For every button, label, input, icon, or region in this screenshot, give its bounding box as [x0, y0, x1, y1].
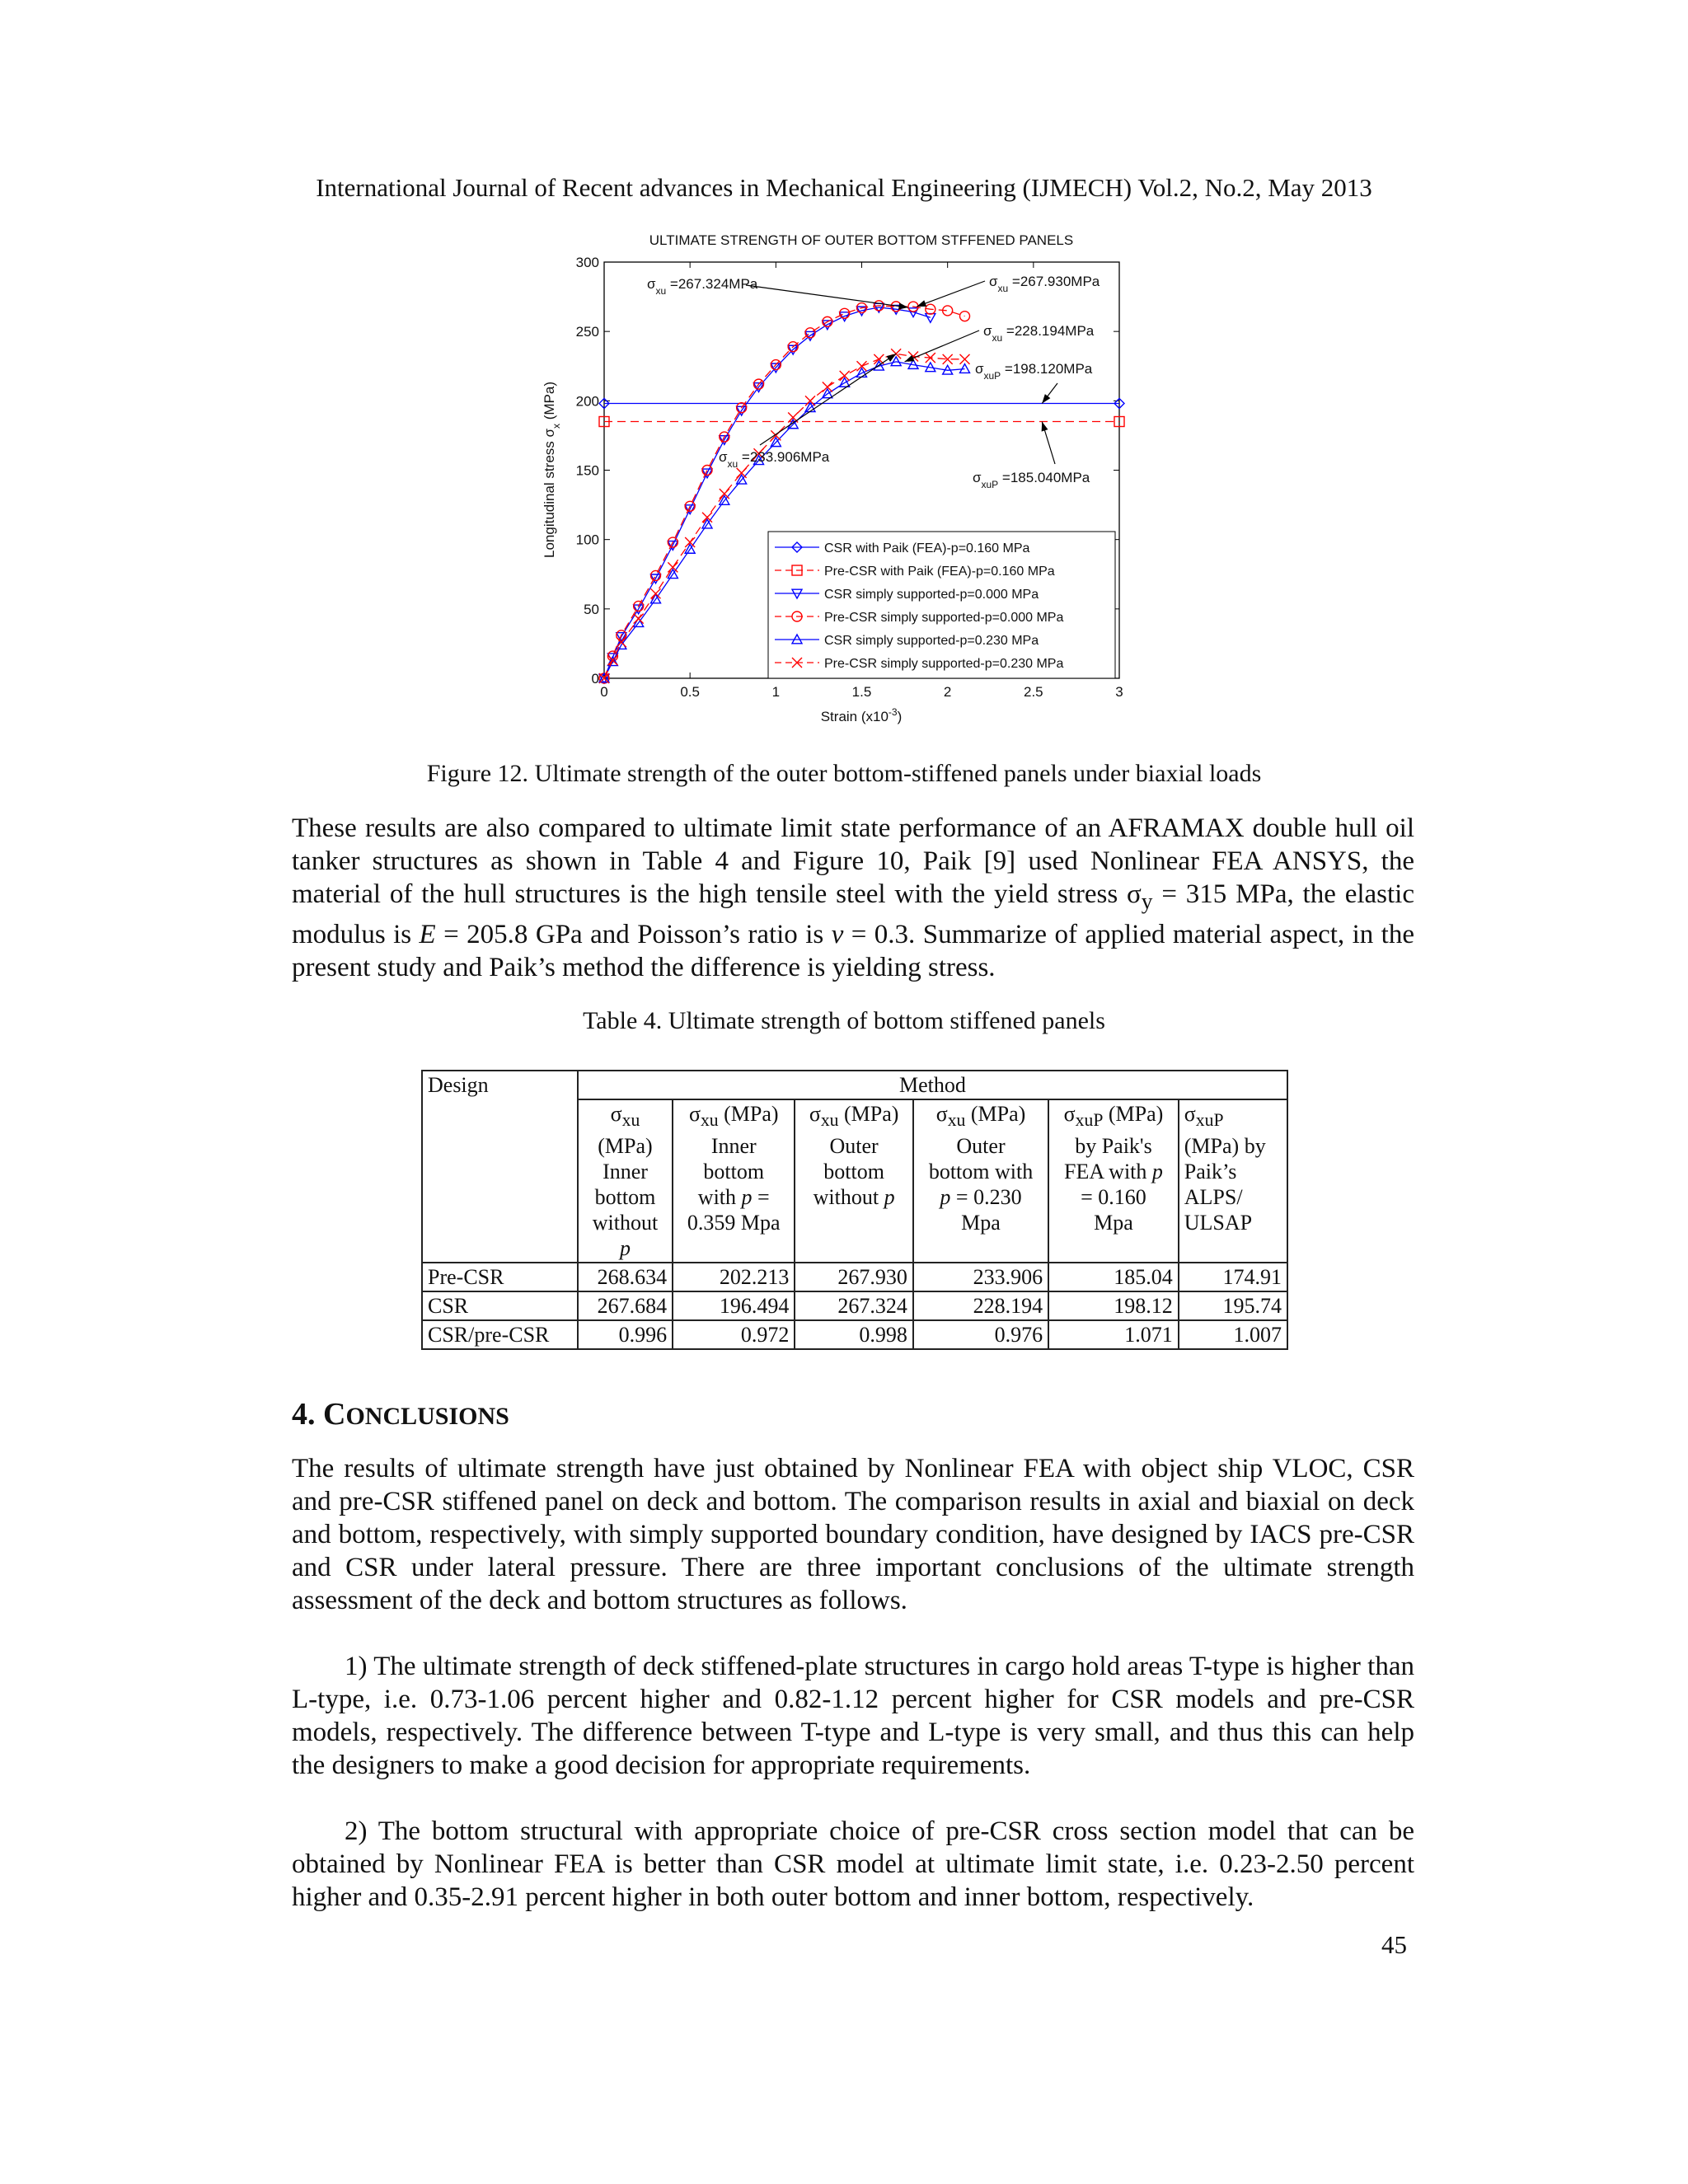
table-cell: 268.634	[578, 1263, 673, 1291]
legend-label: Pre-CSR simply supported-p=0.000 MPa	[824, 611, 1064, 625]
ultimate-strength-chart	[528, 227, 1137, 738]
paragraph-conclusions-intro: The results of ultimate strength have just obtained by Nonlinear FEA with object ship VLOC, CSR and pre-CSR stiffened panel on deck and bottom. The comparison results in axial and biaxial on deck and bottom, respectively, with simply supported boundary condition, have designed by IACS pre-CSR and CSR under lateral pressure. There are three important conclusions of the ultimate strength assessment of the deck and bottom structures as follows.	[292, 1454, 1414, 1615]
legend-label: CSR with Paik (FEA)-p=0.160 MPa	[824, 541, 1030, 555]
annotation-label: $\sigma_{xu} =228.194MPa$	[983, 323, 1095, 344]
x-tick-label: 1.5	[851, 684, 872, 700]
table-cell: 202.213	[673, 1263, 795, 1291]
page-number: 45	[1381, 1930, 1407, 1959]
subheader-inner-without-p: $\sigma_{xu}$ (MPa) Inner bottom without p	[578, 1099, 673, 1263]
legend	[768, 532, 1115, 678]
legend-label: CSR simply supported-p=0.230 MPa	[824, 634, 1039, 648]
table-cell: 196.494	[673, 1291, 795, 1320]
y-axis-label: Longitudinal stress $\sigma_x$ (MPa)	[542, 382, 562, 558]
table-cell: 267.684	[578, 1291, 673, 1320]
subheader-paik-alps: $\sigma_{xuP}$ (MPa) by Paik’s ALPS/ ULSAP	[1179, 1099, 1287, 1263]
table-caption: Table 4. Ultimate strength of bottom stiffened panels	[583, 1007, 1105, 1034]
table-cell: 228.194	[913, 1291, 1048, 1320]
x-tick-label: 2.5	[1024, 684, 1043, 700]
annotation-label: $\sigma_{xuP} =185.040MPa$	[973, 470, 1090, 490]
subheader-outer-with-p: $\sigma_{xu}$ (MPa) Outer bottom with p = 0.230 Mpa	[913, 1099, 1048, 1263]
annotation-label: $\sigma_{xuP} =198.120MPa$	[975, 361, 1093, 382]
x-tick-label: 3	[1115, 684, 1123, 700]
table-row	[422, 1263, 1287, 1291]
paragraph-conclusion-1: 1) The ultimate strength of deck stiffened-plate structures in cargo hold areas T-type is higher than L-type, i.e. 0.73-1.06 percent higher and 0.82-1.12 percent higher for CSR models and pre-CSR models, respectively. The difference between T-type and L-type is very small, and thus this can help the designers to make a good decision for appropriate requirements.	[292, 1652, 1414, 1780]
table-cell: 174.91	[1179, 1263, 1287, 1291]
x-axis-label: Strain $(x10^{-3})$	[820, 706, 903, 724]
design-header: Design	[422, 1071, 578, 1263]
x-tick-label: 0.5	[680, 684, 700, 700]
figure-caption: Figure 12. Ultimate strength of the outer bottom-stiffened panels under biaxial loads	[426, 760, 1262, 787]
row-label: CSR	[422, 1291, 578, 1320]
results-table	[421, 1070, 1288, 1350]
row-label: CSR/pre-CSR	[422, 1320, 578, 1349]
table-cell: 198.12	[1048, 1291, 1179, 1320]
y-tick-label: 50	[584, 601, 599, 617]
legend-label: Pre-CSR with Paik (FEA)-p=0.160 MPa	[824, 565, 1055, 579]
y-tick-label: 100	[575, 532, 599, 548]
journal-header: International Journal of Recent advances in Mechanical Engineering (IJMECH) Vol.2, No.2, May 2013	[316, 173, 1372, 202]
table-cell: 1.071	[1048, 1320, 1179, 1349]
x-tick-label: 0	[600, 684, 608, 700]
table-cell: 0.972	[673, 1320, 795, 1349]
legend-label: CSR simply supported-p=0.000 MPa	[824, 588, 1039, 602]
row-label: Pre-CSR	[422, 1263, 578, 1291]
subheader-outer-without-p: $\sigma_{xu}$ (MPa) Outer bottom without p	[795, 1099, 912, 1263]
annotation-label: $\sigma_{xu} =267.324MPa$	[647, 276, 758, 297]
legend-label: Pre-CSR simply supported-p=0.230 MPa	[824, 657, 1064, 671]
table-cell: 195.74	[1179, 1291, 1287, 1320]
subheader-inner-with-p: $\sigma_{xu}$ (MPa) Inner bottom with p = 0.359 Mpa	[673, 1099, 795, 1263]
section-heading: 4. CONCLUSIONS	[292, 1397, 509, 1432]
method-header: Method	[578, 1071, 1287, 1099]
table-cell: 0.976	[913, 1320, 1048, 1349]
table-cell: 1.007	[1179, 1320, 1287, 1349]
subheader-paik-fea: $\sigma_{xuP}$ (MPa) by Paik's FEA with p = 0.160 Mpa	[1048, 1099, 1179, 1263]
table-cell: 233.906	[913, 1263, 1048, 1291]
table-cell: 0.998	[795, 1320, 912, 1349]
y-tick-label: 200	[575, 393, 599, 410]
y-tick-label: 0	[591, 671, 599, 687]
table-cell: 267.930	[795, 1263, 912, 1291]
table-cell: 185.04	[1048, 1263, 1179, 1291]
table-cell: 0.996	[578, 1320, 673, 1349]
y-tick-label: 150	[575, 462, 599, 479]
table-row	[422, 1320, 1287, 1349]
paragraph-results: These results are also compared to ultimate limit state performance of an AFRAMAX double hull oil tanker structures as shown in Table 4 and Figure 10, Paik [9] used Nonlinear FEA ANSYS, the material of the hull structures is the high tensile steel with the yield stress $\sigma_y = 315$ MPa, the elastic modulus is E = 205.8 GPa and Poisson’s ratio is v = 0.3. Summarize of applied material aspect, in the present study and Paik’s method the difference is yielding stress.	[292, 813, 1414, 982]
x-tick-label: 1	[771, 684, 781, 700]
table-cell: 267.324	[795, 1291, 912, 1320]
annotation-label: $\sigma_{xu} =233.906MPa$	[719, 449, 830, 470]
x-tick-label: 2	[943, 684, 952, 700]
y-tick-label: 300	[575, 255, 599, 270]
table-row	[422, 1291, 1287, 1320]
paragraph-conclusion-2: 2) The bottom structural with appropriate choice of pre-CSR cross section model that can be obtained by Nonlinear FEA is better than CSR model at ultimate limit state, i.e. 0.23-2.50 percent higher and 0.35-2.91 percent higher in both outer bottom and inner bottom, respectively.	[292, 1816, 1414, 1912]
chart-title: ULTIMATE STRENGTH OF OUTER BOTTOM STFFENED PANELS	[649, 232, 1074, 248]
annotation-label: $\sigma_{xu} =267.930MPa$	[989, 274, 1100, 294]
y-tick-label: 250	[575, 324, 599, 340]
